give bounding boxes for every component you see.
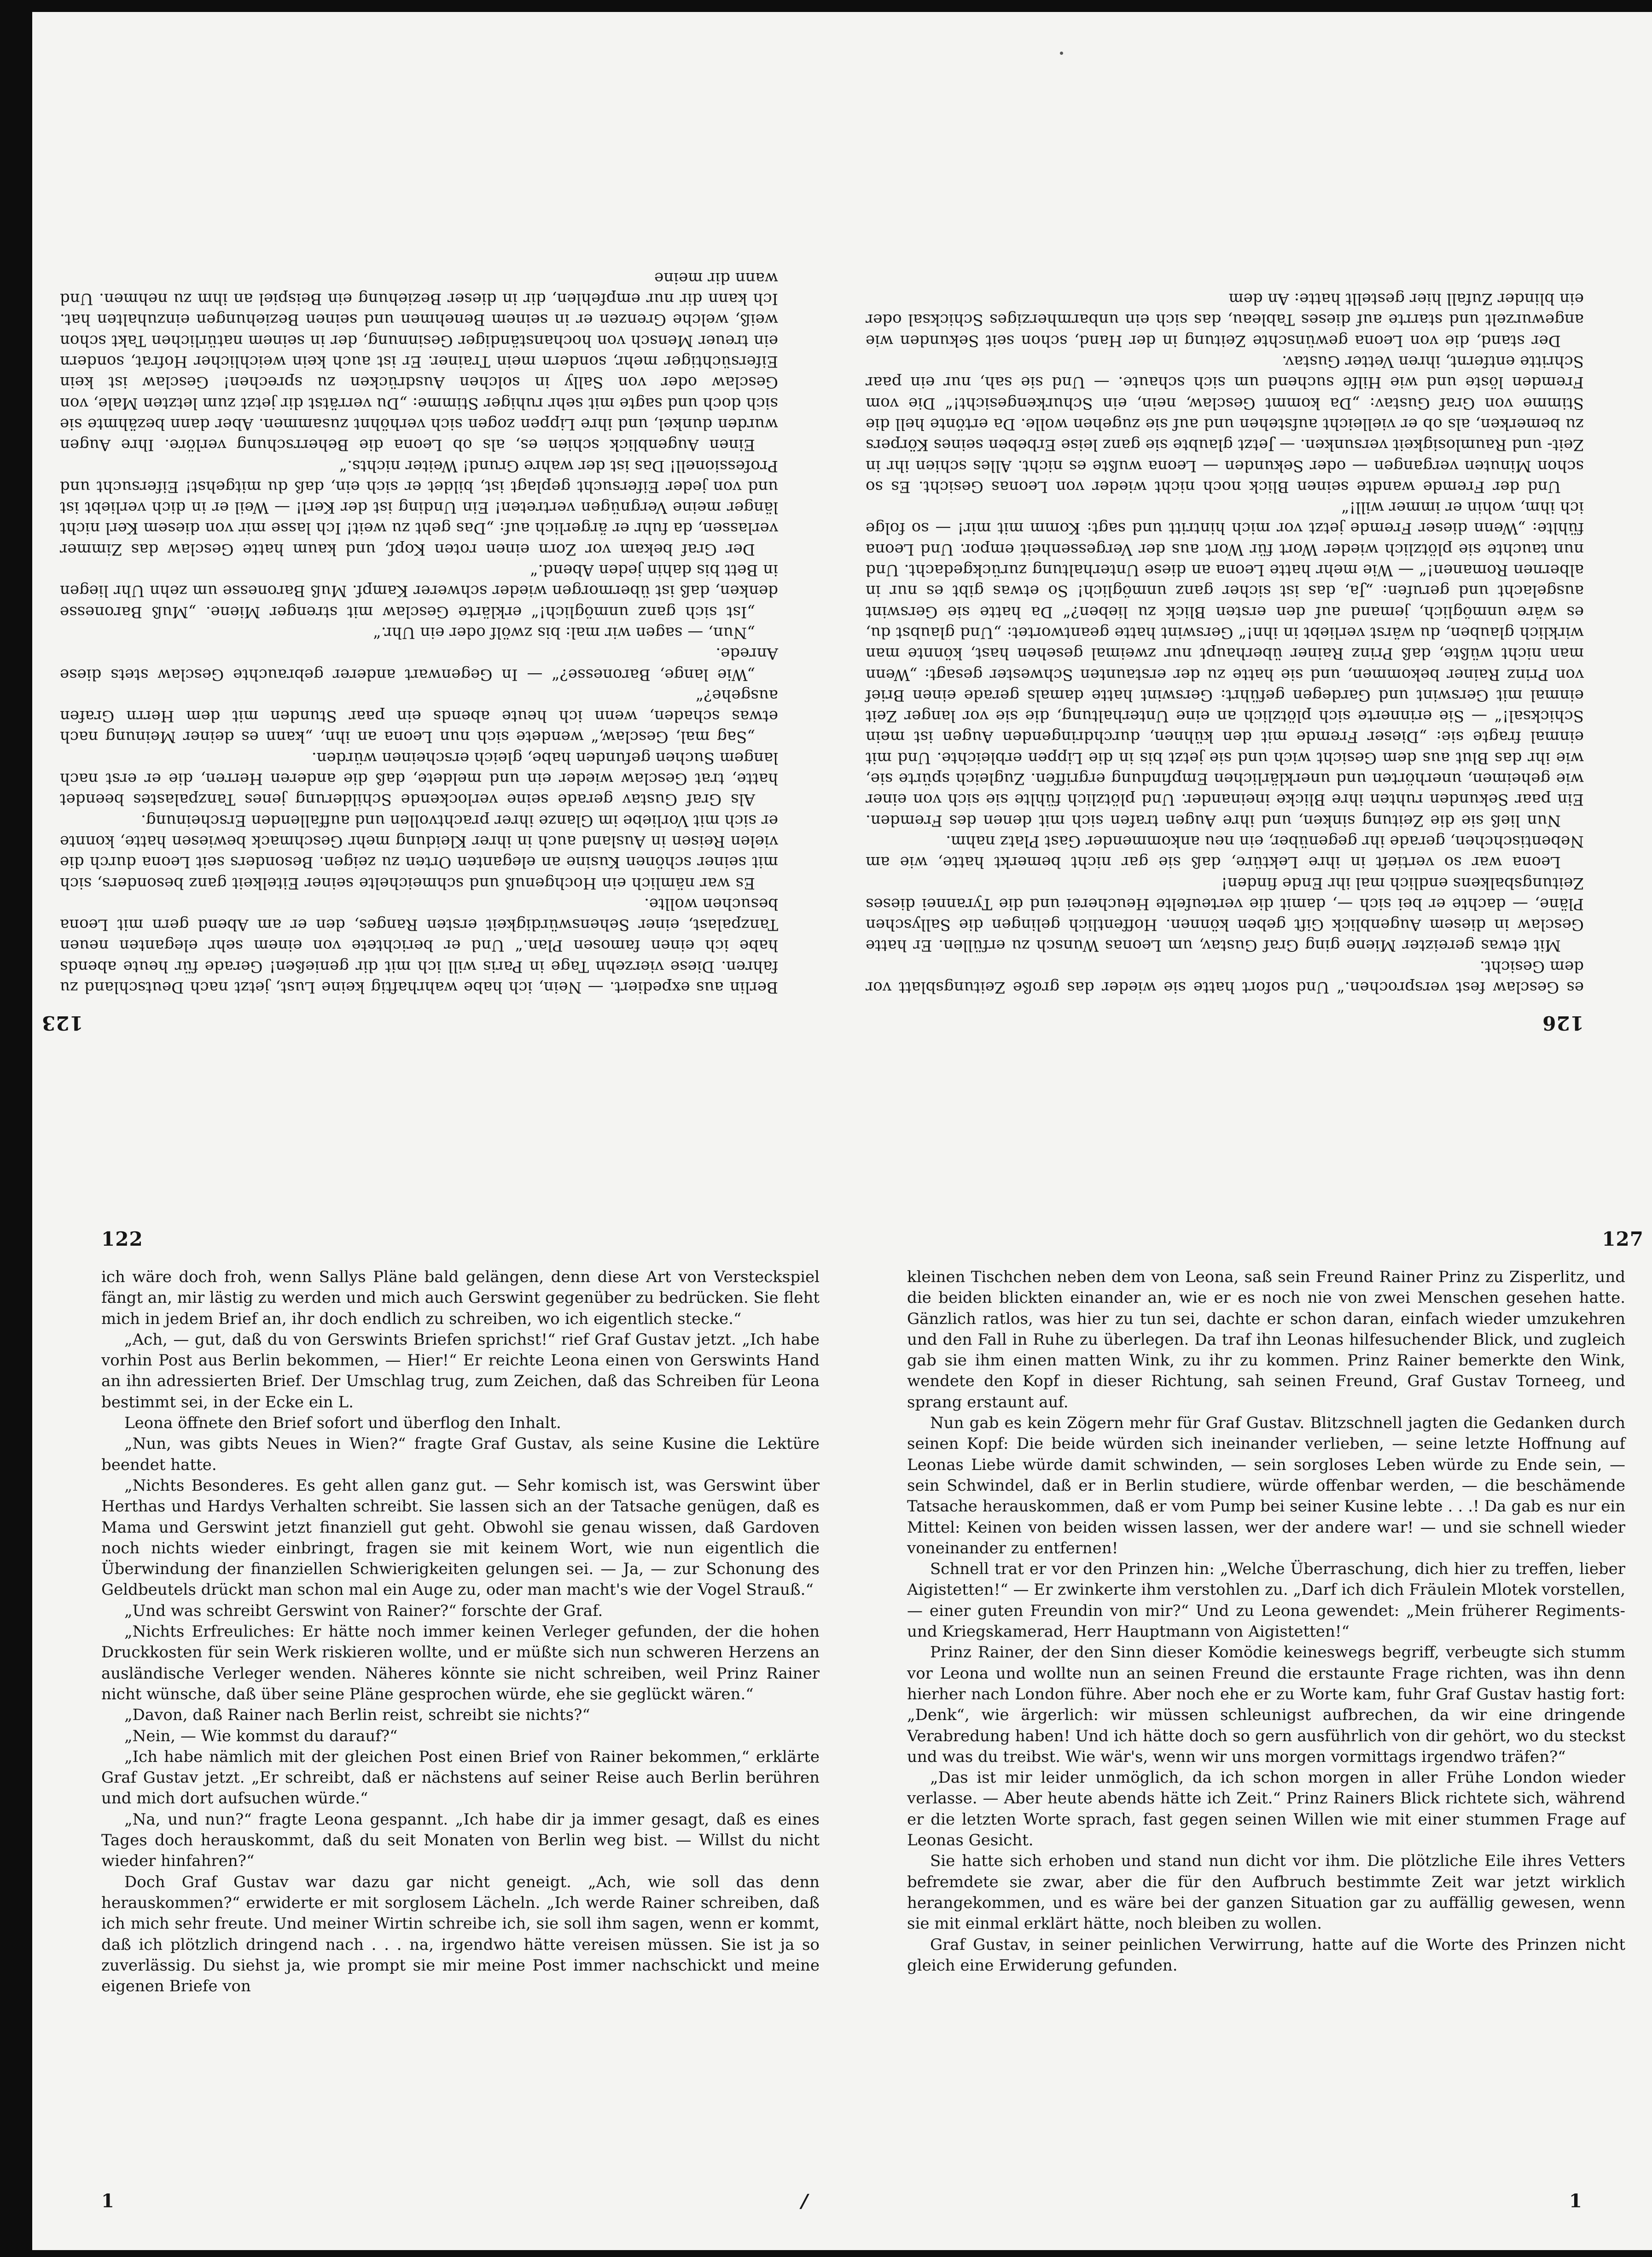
dust-speck bbox=[1060, 52, 1063, 55]
paragraph: Prinz Rainer, der den Sinn dieser Komödie keineswegs begriff, verbeugte sich stumm vor Leona und wollte nun an seinen Freund die erstaunte Frage richten, was ihn denn hierher nach London führe. Aber noch ehe er zu Worte kam, fuhr Graf Gustav hastig fort: „Denk“, wie ärgerlich: wir müssen schleunigst aufbrechen, da wir eine dringende Verabredung haben! Und ich hätte doch so gern ausführlich von dir gehört, wo du steckst und was du treibst. Wie wär's, wenn wir uns morgen vormittags irgendwo träfen?“ bbox=[907, 1643, 1625, 1766]
paragraph: Mit etwas gereizter Miene ging Graf Gustav, um Leonas Wunsch zu erfüllen. Er hatte Gesclaw in diesem Augenblick Gift geben können. Hoffentlich gelingen die Sallyschen Pläne, — dachte er bei sich —, damit die verteufelte Heucherei und die Tyrannei dieses Zeitungsbalkens endlich mal ihr Ende finden! bbox=[866, 874, 1584, 955]
paragraph: „Nichts Besonderes. Es geht allen ganz gut. — Sehr komisch ist, was Gerswint über Herthas und Hardys Verhalten schreibt. Sie lassen sich an der Tatsache genügen, daß es Mama und Gerswint jetzt finanziell gut geht. Obwohl sie genau wissen, daß Gardoven noch nichts wieder einbringt, fragen sie mit keinem Wort, wie nun eigentlich die Überwindung der finanziellen Schwierigkeiten gelungen sei. — Ja, — zur Schonung des Geldbeutels drückt man schon mal ein Auge zu, oder man macht's wie der Vogel Strauß.“ bbox=[101, 1476, 820, 1599]
paragraph: Graf Gustav, in seiner peinlichen Verwirrung, hatte auf die Worte des Prinzen nicht gleich eine Erwiderung gefunden. bbox=[907, 1935, 1625, 1975]
paragraph: „Na, und nun?“ fragte Leona gespannt. „Ich habe dir ja immer gesagt, daß es eines Tages doch herauskommt, daß du seit Monaten von Berlin weg bist. — Willst du nicht wieder hinfahren?“ bbox=[101, 1810, 820, 1871]
paragraph: Der Graf bekam vor Zorn einen roten Kopf, und kaum hatte Gesclaw das Zimmer verlassen, da fuhr er ärgerlich auf: „Das geht zu weit! Ich lasse mir von diesem Kerl nicht länger meine Vergnügen vertreten! Ein Unding ist der Kerl! — Weil er in dich verliebt ist und von jeder Eifersucht geplagt ist, bildet er sich ein, daß du mitgehst! Eifersucht und Professionell! Das ist der wahre Grund! Weiter nichts.“ bbox=[60, 456, 778, 559]
paragraph: „Wie lange, Baronesse?“ — In Gegenwart anderer gebrauchte Gesclaw stets diese Anrede. bbox=[60, 644, 778, 684]
page-number: 122 bbox=[101, 1228, 143, 1250]
paragraph: Nun ließ sie die Zeitung sinken, und ihre Augen trafen sich mit denen des Fremden. Ein paar Sekunden ruhten ihre Blicke ineinander. Und plötzlich fühlte sie sich von einer wie geheimen, unerhörten und unerklärlichen Empfindung ergriffen. Zugleich spürte sie, wie ihr das Blut aus dem Gesicht wich und sie jetzt bis in die Lippen erbleichte. Und mit einmal fragte sie: „Dieser Fremde mit den kühnen, durchdringenden Augen ist mein Schicksal!“ — Sie erinnerte sich plötzlich an eine Unterhaltung, die sie vor langer Zeit einmal mit Gerswint und Gardegen geführt: Gerswint hatte damals gerade einen Brief von Prinz Rainer bekommen, und sie hatte zu der erstaunten Schwester gesagt: „Wenn man nicht wüßte, daß Prinz Rainer überhaupt nur zweimal gesehen hast, könnte man wirklich glauben, du wärst verliebt in ihn!“ Gerswint hatte geantwortet: „Und glaubst du, es wäre unmöglich, jemand auf den ersten Blick zu lieben?“ Da hatte sie Gerswint ausgelacht und gerufen: „Ja, das ist sicher ganz unmöglich! So etwas gibt es nur in albernen Romanen!“ — Wie mehr hatte Leona an diese Unterhaltung zurückgedacht. Und nun tauchte sie plötzlich wieder Wort für Wort aus der Vergessenheit empor. Und Leona fühlte: „Wenn dieser Fremde jetzt vor mich hintritt und sagt: Komm mit mir! — so folge ich ihm, wohin er immer will!“ bbox=[866, 498, 1584, 830]
paragraph: Berlin aus expediert. — Nein, ich habe wahrhaftig keine Lust, jetzt nach Deutschland zu fahren. Diese vierzehn Tage in Paris will ich mit dir genießen! Gerade für heute abends habe ich einen famosen Plan.“ Und er berichtete von einem sehr eleganten neuen Tanzpalast, einer Sehenswürdigkeit ersten Ranges, den er am Abend gern mit Leona besuchen wollte. bbox=[60, 894, 778, 997]
paragraph: „Und was schreibt Gerswint von Rainer?“ forschte der Graf. bbox=[124, 1601, 603, 1620]
paragraph: „Nein, — Wie kommst du darauf?“ bbox=[124, 1726, 398, 1745]
footer-mark-right: 1 bbox=[1569, 2190, 1582, 2212]
paragraph: „Ist sich ganz unmöglich!“ erklärte Gesclaw mit strenger Miene. „Muß Baronesse denken, daß ist übermorgen wieder schwerer Kampf. Muß Baronesse um zehn Uhr liegen in Bett bis dahin jeden Abend.“ bbox=[60, 561, 778, 621]
page-number: 127 bbox=[1602, 1228, 1644, 1250]
paragraph: „Nichts Erfreuliches: Er hätte noch immer keinen Verleger gefunden, der die hohen Druckkosten für sein Werk riskieren wollte, und er müßte sich nun schweren Herzens an ausländische Verleger wenden. Näheres könnte sie nicht schreiben, weil Prinz Rainer nicht wünsche, daß über seine Pläne gesprochen würde, ehe sie geglückt wären.“ bbox=[101, 1622, 820, 1703]
paragraph: Leona öffnete den Brief sofort und überflog den Inhalt. bbox=[124, 1414, 561, 1433]
paragraph: „Davon, daß Rainer nach Berlin reist, schreibt sie nichts?“ bbox=[124, 1706, 590, 1725]
paragraph: Doch Graf Gustav war dazu gar nicht geneigt. „Ach, wie soll das denn herauskommen?“ erwiderte er mit sorglosem Lächeln. „Ich werde Rainer schreiben, daß ich mich sehr freute. Und meiner Wirtin schreibe ich, sie soll ihm sagen, wenn er kommt, daß ich plötzlich dringend nach . . . na, irgendwo hätte vereisen müssen. Sie ist ja so zuverlässig. Du siehst ja, wie prompt sie mir meine Post immer nachschickt und meine eigenen Briefe von bbox=[101, 1872, 820, 1996]
paragraph: „Ach, — gut, daß du von Gerswints Briefen sprichst!“ rief Graf Gustav jetzt. „Ich habe vorhin Post aus Berlin bekommen, — Hier!“ Er reichte Leona einen von Gerswints Hand an ihn adressierten Brief. Der Umschlag trug, zum Zeichen, daß das Schreiben für Leona bestimmt sei, in der Ecke ein L. bbox=[101, 1330, 820, 1411]
page-text bbox=[60, 268, 778, 997]
footer-mark-center: / bbox=[799, 2190, 810, 2212]
paragraph: es Gesclaw fest versprochen.“ Und sofort hatte sie wieder das große Zeitungsblatt vor dem Gesicht. bbox=[866, 957, 1584, 997]
paragraph: kleinen Tischchen neben dem von Leona, saß sein Freund Rainer Prinz zu Zisperlitz, und die beiden blickten einander an, wie er es noch nie von zwei Menschen gesehen hatte. Gänzlich ratlos, was hier zu tun sei, dachte er schon daran, einfach wieder umzukehren und den Fall in Ruhe zu überlegen. Da traf ihn Leonas hilfesuchender Blick, und zugleich gab sie ihm einen matten Wink, zu ihr zu kommen. Prinz Rainer bemerkte den Wink, wendete den Kopf in dieser Richtung, sah seinen Freund, Graf Gustav Torneeg, und sprang erstaunt auf. bbox=[907, 1268, 1625, 1411]
paragraph: Schnell trat er vor den Prinzen hin: „Welche Überraschung, dich hier zu treffen, lieber Aigistetten!“ — Er zwinkerte ihm verstohlen zu. „Darf ich dich Fräulein Mlotek vorstellen, — einer guten Freundin von mir?“ Und zu Leona gewendet: „Mein früherer Regiments- und Kriegskamerad, Herr Hauptmann von Aigistetten!“ bbox=[907, 1560, 1626, 1641]
paragraph: „Nun, — sagen wir mal: bis zwölf oder ein Uhr.“ bbox=[373, 623, 755, 642]
paragraph: Der stand, die von Leona gewünschte Zeitung in der Hand, schon seit Sekunden wie angewurzelt und starrte auf dieses Tableau, das sich ein unbarmherziges Schicksal oder ein blinder Zufall hier gestellt hatte: An dem bbox=[866, 290, 1584, 350]
paragraph: Nun gab es kein Zögern mehr für Graf Gustav. Blitzschnell jagten die Gedanken durch seinen Kopf: Die beide würden sich ineinander verlieben, — seine letzte Hoffnung auf Leonas Liebe würde damit schwinden, — sein sorgloses Leben würde zu Ende sein, — sein Schwindel, daß er in Berlin studiere, würde offenbar werden, — die beschämende Tatsache herauskommen, daß er vom Pump bei seiner Kusine lebte . . .! Da gab es nur ein Mittel: Keinen von beiden wissen lassen, wer der andere war! — und sie schnell wieder voneinander zu entfernen! bbox=[907, 1414, 1625, 1557]
paragraph: Es war nämlich ein Hochgenuß und schmeichelte seiner Eitelkeit ganz besonders, sich mit seiner schönen Kusine an eleganten Orten zu zeigen. Besonders seit Leona durch die vielen Reisen in Ausland auch in ihrer Kleidung mehr Geschmack bewiesen hatte, konnte er sich mit Vorliebe im Glanze ihrer prachtvollen und auffallenden Erscheinung. bbox=[60, 811, 778, 892]
page-text bbox=[866, 288, 1584, 997]
paragraph: „Ich habe nämlich mit der gleichen Post einen Brief von Rainer bekommen,“ erklärte Graf Gustav jetzt. „Er schreibt, daß er nächstens auf seiner Reise auch Berlin berühren und mich dort aufsuchen würde.“ bbox=[101, 1747, 820, 1808]
upside-down-spread bbox=[32, 12, 1652, 1131]
page-text bbox=[907, 1267, 1625, 1976]
paragraph: Und der Fremde wandte seinen Blick noch nicht wieder von Leonas Gesicht. Es so schon Minuten vergangen — oder Sekunden — Leona wußte es nicht. Alles schien ihr in Zeit- und Raumlosigkeit versunken. — Jetzt glaubte sie ganz leise Erbeben seines Körpers zu bemerken, als ob er vielleicht aufstehen und auf sie zugehen wolle. Da ertönte hell die Stimme von Graf Gustav: „Da kommt Gesclaw, nein, ein Schurkengesicht!“ Die vom Fremden löste und wie Hilfe suchend um sich schaute. — Und sie sah, nur ein paar Schritte entfernt, ihren Vetter Gustav. bbox=[866, 352, 1584, 496]
paragraph: Einen Augenblick schien es, als ob Leona die Beherrschung verlöre. Ihre Augen wurden dunkel, und ihre Lippen zogen sich verhöhnt zusammen. Aber dann bezähmte sie sich doch und sagte mit sehr ruhiger Stimme: „Du verrätst dir jetzt zum letzten Male, von Gesclaw oder von Sally in solchen Ausdrücken zu sprechen! Gesclaw ist kein Eifersüchtiger mehr, sondern mein Trainer. Er ist auch kein weichlicher Hofrat, sondern ein treuer Mensch von hochanständiger Gesinnung, der in seinem natürlichen Takt schon weiß, welche Grenzen er in seinem Benehmen und seinen Beziehungen einzuhalten hat. Ich kann dir nur empfehlen, dir in dieser Beziehung ein Beispiel an ihm zu nehmen. Und wann dir meine bbox=[60, 268, 778, 455]
paragraph: „Sag mal, Gesclaw,“ wendete sich nun Leona an ihn, „kann es deiner Meinung nach etwas schaden, wenn ich heute abends ein paar Stunden mit dem Herrn Grafen ausgehe?“ bbox=[60, 686, 778, 747]
page-126 bbox=[847, 12, 1584, 1131]
page-number: 123 bbox=[41, 1012, 83, 1034]
paragraph: Sie hatte sich erhoben und stand nun dicht vor ihm. Die plötzliche Eile ihres Vetters befremdete sie zwar, aber die für den Aufbruch bestimmte Zeit war jetzt wirklich herangekommen, und es wäre bei der ganzen Situation gar zu auffällig gewesen, wenn sie mit einmal erklärt hätte, noch bleiben zu wollen. bbox=[907, 1852, 1625, 1933]
paragraph: Leona war so vertieft in ihre Lektüre, daß sie gar nicht bemerkt hatte, wie am Nebentischchen, gerade ihr gegenüber, ein neu ankommender Gast Platz nahm. bbox=[866, 832, 1584, 872]
footer-mark-left: 1 bbox=[101, 2190, 114, 2212]
paragraph: „Nun, was gibts Neues in Wien?“ fragte Graf Gustav, als seine Kusine die Lektüre beendet hatte. bbox=[101, 1435, 820, 1474]
page-123 bbox=[41, 12, 778, 1131]
paragraph: Als Graf Gustav gerade seine verlockende Schilderung jenes Tanzpalastes beendet hatte, trat Gesclaw wieder ein und meldete, daß die anderen Herren, die er erst nach langem Suchen gefunden habe, gleich erscheinen würden. bbox=[60, 748, 778, 809]
page-text bbox=[101, 1267, 820, 1997]
scanned-sheet bbox=[32, 12, 1652, 2250]
page-127 bbox=[907, 1131, 1644, 2250]
upright-spread bbox=[32, 1131, 1652, 2250]
page-122 bbox=[101, 1131, 838, 2250]
paragraph: „Das ist mir leider unmöglich, da ich schon morgen in aller Frühe London wieder verlasse. — Aber heute abends hätte ich Zeit.“ Prinz Rainers Blick richtete sich, während er die letzten Worte sprach, fast gegen seinen Willen wie mit einer stummen Frage auf Leonas Gesicht. bbox=[907, 1768, 1625, 1850]
page-number: 126 bbox=[1542, 1012, 1584, 1034]
paragraph: ich wäre doch froh, wenn Sallys Pläne bald gelängen, denn diese Art von Versteckspiel fängt an, mir lästig zu werden und mich auch Gerswint gegenüber zu bedrücken. Sie fleht mich in jedem Brief an, ihr doch endlich zu schreiben, wo ich eigentlich stecke.“ bbox=[101, 1268, 820, 1328]
